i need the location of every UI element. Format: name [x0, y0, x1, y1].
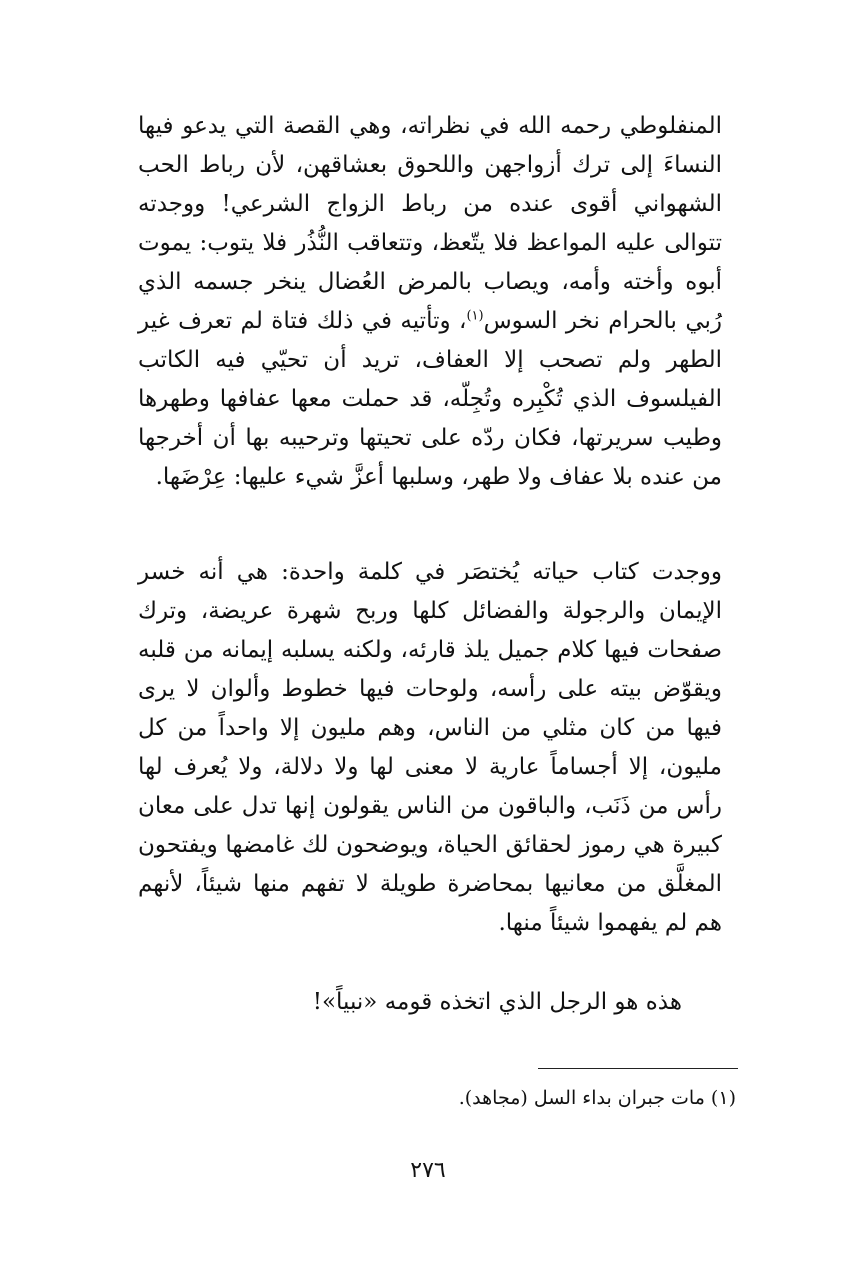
paragraph-1	[138, 107, 722, 497]
footnote-reference-marker: (١)	[466, 308, 484, 324]
paragraph-3: هذه هو الرجل الذي اتخذه قومه «نبياً»!	[312, 989, 682, 1015]
paragraph-1-text-b: ، وتأتيه في ذلك فتاة لم تعرف غير الطهر ولم تصحب إلا العفاف، تريد أن تحيّي فيه الكاتب الفيلسوف الذي تُكْبِره وتُجِلّه، قد حملت معها عفافها وطهرها وطيب سريرتها، فكان ردّه على تحيتها وترحيبه بها أن أخرجها من عنده بلا عفاف ولا طهر، وسلبها أعزَّ شيء عليها: عِرْضَها.	[138, 308, 722, 490]
footnote: (١) مات جبران بداء السل (مجاهد).	[458, 1087, 736, 1109]
page-number: ٢٧٦	[410, 1158, 446, 1183]
paragraph-1-text-a: المنفلوطي رحمه الله في نظراته، وهي القصة التي يدعو فيها النساءَ إلى ترك أزواجهن واللحوق بعشاقهن، لأن رباط الحب الشهواني أقوى عنده من رباط الزواج الشرعي! ووجدته تتوالى عليه المواعظ فلا يتّعظ، وتتعاقب النُّذُر فلا يتوب: يموت أبوه وأخته وأمه، ويصاب بالمرض العُضال ينخر جسمه الذي رُبي بالحرام نخر السوس	[138, 113, 723, 334]
paragraph-2: ووجدت كتاب حياته يُختصَر في كلمة واحدة: هي أنه خسر الإيمان والرجولة والفضائل كلها وربح شهرة عريضة، وترك صفحات فيها كلام جميل يلذ قارئه، ولكنه يسلبه إيمانه من قلبه ويقوّض بيته على رأسه، ولوحات فيها خطوط وألوان لا يرى فيها من كان مثلي من الناس، وهم مليون إلا واحداً من كل مليون، إلا أجساماً عارية لا معنى لها ولا دلالة، ولا يُعرف لها رأس من ذَنَب، والباقون من الناس يقولون إنها تدل على معان كبيرة هي رموز لحقائق الحياة، ويوضحون لك غامضها ويفتحون المغلَّق من معانيها بمحاضرة طويلة لا تفهم منها شيئاً، لأنهم هم لم يفهموا شيئاً منها.	[138, 559, 722, 936]
footnote-divider	[538, 1068, 738, 1069]
